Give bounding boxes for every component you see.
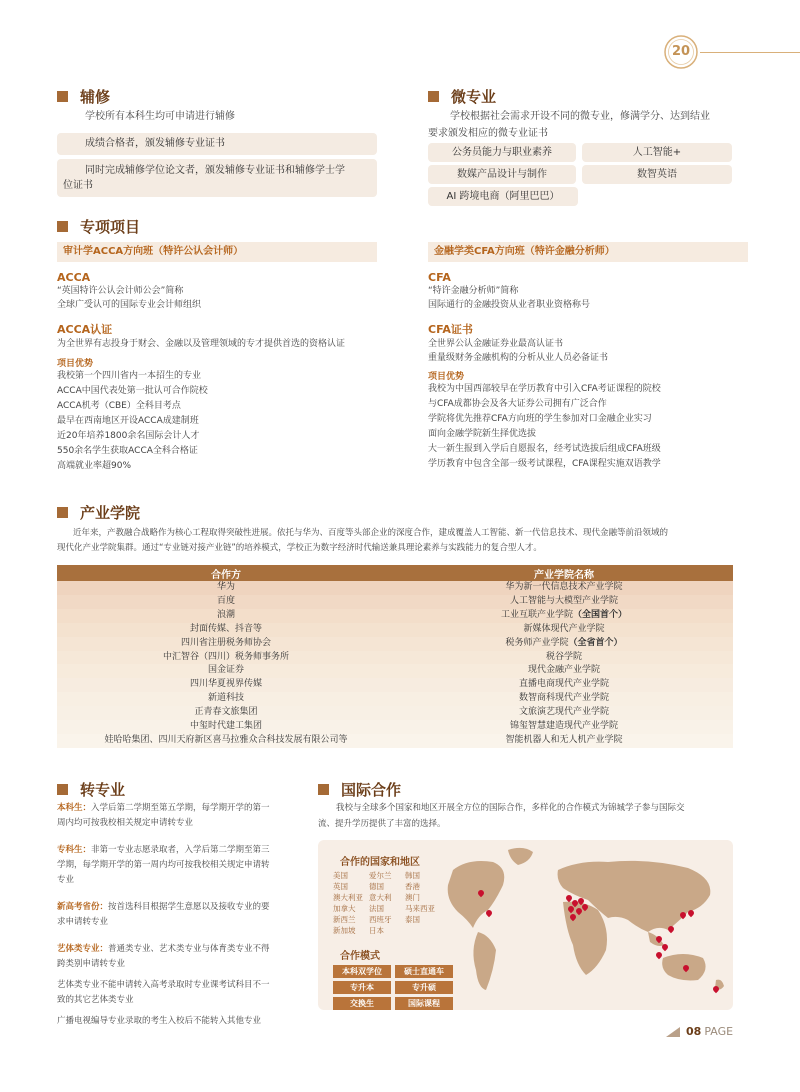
transfer-section-title: 转专业 bbox=[57, 779, 125, 800]
section-square-icon bbox=[57, 784, 68, 795]
anniversary-number: 20 bbox=[671, 44, 691, 59]
college-cell: 数智商科现代产业学院 bbox=[518, 693, 609, 704]
modes-grid bbox=[333, 965, 453, 1010]
country-label: 韩国 bbox=[405, 871, 420, 880]
mode-pill: 国际课程 bbox=[395, 997, 453, 1010]
country-label: 英国 bbox=[333, 882, 348, 891]
table-row bbox=[57, 637, 733, 651]
intl-intro: 我校与全球多个国家和地区开展全方位的国际合作，多样化的合作模式为锦城学子参与国际交 流、提升学历提供了丰富的选择。 bbox=[318, 803, 685, 829]
col-college: 产业学院名称 bbox=[395, 565, 733, 581]
partner-cell: 国金证券 bbox=[207, 665, 244, 676]
college-cell: 华为新一代信息技术产业学院 bbox=[505, 582, 623, 592]
section-square-icon bbox=[318, 784, 329, 795]
mode-pill: 本科双学位 bbox=[333, 965, 391, 978]
section-square-icon bbox=[428, 91, 439, 102]
table-row bbox=[57, 678, 733, 692]
country-label: 美国 bbox=[333, 871, 348, 880]
section-square-icon bbox=[57, 91, 68, 102]
table-row bbox=[57, 651, 733, 665]
micro-item-2: 人工智能+ bbox=[582, 143, 732, 162]
industry-table bbox=[57, 565, 733, 748]
country-label bbox=[405, 925, 441, 936]
page-number: 08 bbox=[686, 1025, 702, 1038]
cfa-cert-heading: CFA证书 bbox=[428, 323, 473, 336]
micro-item-1: 公务员能力与职业素养 bbox=[428, 143, 576, 162]
page-word: PAGE bbox=[704, 1025, 734, 1038]
country-label: 西班牙 bbox=[369, 915, 392, 924]
partner-cell: 浪潮 bbox=[216, 609, 235, 620]
partner-cell: 四川省注册税务师协会 bbox=[180, 637, 271, 648]
cfa-bar: 金融学类CFA方向班（特许金融分析师） bbox=[428, 242, 748, 262]
country-label: 新西兰 bbox=[333, 915, 356, 924]
college-cell: 直播电商现代产业学院 bbox=[518, 679, 609, 690]
partner-cell: 四川华夏视界传媒 bbox=[189, 679, 262, 690]
partner-cell: 百度 bbox=[216, 595, 235, 606]
acca-adv-heading: 项目优势 bbox=[57, 359, 94, 369]
college-cell: 现代金融产业学院 bbox=[527, 665, 600, 676]
table-row bbox=[57, 706, 733, 720]
mode-pill: 专升本 bbox=[333, 981, 391, 994]
college-cell: 税谷学院 bbox=[545, 651, 582, 662]
acca-bar: 审计学ACCA方向班（特许公认会计师） bbox=[57, 242, 377, 262]
table-row bbox=[57, 623, 733, 637]
country-label: 澳门 bbox=[405, 893, 420, 902]
country-label: 爱尔兰 bbox=[369, 871, 392, 880]
micro-item-4: 数智英语 bbox=[582, 165, 732, 184]
college-cell: 工业互联产业学院（全国首个） bbox=[500, 609, 628, 620]
col-partner: 合作方 bbox=[57, 565, 395, 581]
page-arrow-icon bbox=[666, 1027, 680, 1037]
college-cell: 税务师产业学院（全省首个） bbox=[505, 637, 623, 648]
partner-cell: 娃哈哈集团、四川天府新区喜马拉雅众合科技发展有限公司等 bbox=[104, 734, 348, 745]
countries-title: 合作的国家和地区 bbox=[340, 857, 420, 868]
acca-heading: ACCA bbox=[57, 271, 91, 284]
country-label: 香港 bbox=[405, 882, 420, 891]
country-label: 意大利 bbox=[369, 893, 392, 902]
section-square-icon bbox=[57, 507, 68, 518]
cfa-adv-heading: 项目优势 bbox=[428, 372, 465, 382]
table-row bbox=[57, 581, 733, 595]
country-label: 泰国 bbox=[405, 915, 420, 924]
cfa-heading: CFA bbox=[428, 271, 451, 284]
partner-cell: 新道科技 bbox=[207, 693, 244, 704]
table-row bbox=[57, 720, 733, 734]
countries-grid bbox=[333, 870, 443, 936]
table-row bbox=[57, 664, 733, 678]
partner-cell: 华为 bbox=[216, 582, 235, 592]
micro-item-3: 数媒产品设计与制作 bbox=[428, 165, 576, 184]
table-row bbox=[57, 692, 733, 706]
anniversary-badge bbox=[663, 34, 699, 70]
country-label: 澳大利亚 bbox=[333, 893, 363, 902]
industry-section-title: 产业学院 bbox=[57, 502, 140, 523]
special-section-title: 专项项目 bbox=[57, 216, 140, 237]
top-rule bbox=[700, 52, 800, 53]
cfa-column: CFA “特许金融分析师”简称 国际通行的金融投资从业者职业资格称号 CFA证书 全世界公认金融证券业最高认证书 重量级财务金融机构的分析从业人员必备证书 项目优势 我校为中国西部较早在学历教育中引入CFA考证课程的院校 与CFA成都协会及各大证券公司拥有广泛合作 学院将优先推荐CFA方向班的学生参加对口金融企业实习 面向金融学院新生择优选拔 大一新生报到入学后自愿报名，经考试选拔后组成CFA班级 学历教育中包含全部一级考试课程，CFA课程实施双语教学 bbox=[428, 271, 758, 472]
country-label: 马来西亚 bbox=[405, 904, 435, 913]
intl-map-panel bbox=[318, 840, 733, 1010]
section-square-icon bbox=[57, 221, 68, 232]
college-cell: 锦玺智慧建造现代产业学院 bbox=[509, 721, 618, 732]
country-label: 新加坡 bbox=[333, 926, 356, 935]
country-label: 日本 bbox=[369, 926, 384, 935]
country-label: 德国 bbox=[369, 882, 384, 891]
partner-cell: 封面传媒、抖音等 bbox=[189, 623, 262, 634]
mode-pill: 交换生 bbox=[333, 997, 391, 1010]
college-cell: 智能机器人和无人机产业学院 bbox=[505, 734, 623, 745]
partner-cell: 正青春文旅集团 bbox=[194, 707, 258, 718]
minor-section-title: 辅修 bbox=[57, 86, 110, 107]
college-cell: 新媒体现代产业学院 bbox=[523, 623, 605, 634]
acca-cert-heading: ACCA认证 bbox=[57, 323, 113, 336]
minor-intro: 学校所有本科生均可申请进行辅修 bbox=[85, 111, 235, 122]
modes-title: 合作模式 bbox=[340, 951, 380, 962]
intl-section-title: 国际合作 bbox=[318, 779, 401, 800]
page-footer bbox=[666, 1025, 733, 1038]
minor-box-1: 成绩合格者，颁发辅修专业证书 bbox=[57, 133, 377, 155]
country-label: 法国 bbox=[369, 904, 384, 913]
mode-pill: 硕士直通车 bbox=[395, 965, 453, 978]
industry-intro: 近年来，产教融合战略作为核心工程取得突破性进展。依托与华为、百度等头部企业的深度合作，建成覆盖人工智能、新一代信息技术、现代金融等前沿领域的 现代化产业学院集群。通过“专业链对接产业链”的培养模式，学校正为数字经济时代输送兼具理论素养与实践能力的复合型人才。 bbox=[57, 528, 669, 553]
mode-pill: 专升硕 bbox=[395, 981, 453, 994]
country-label: 加拿大 bbox=[333, 904, 356, 913]
college-cell: 文旅演艺现代产业学院 bbox=[518, 707, 609, 718]
micro-section-title: 微专业 bbox=[428, 86, 496, 107]
partner-cell: 中汇智谷（四川）税务师事务所 bbox=[162, 651, 289, 662]
partner-cell: 中玺时代建工集团 bbox=[189, 721, 262, 732]
table-row bbox=[57, 609, 733, 623]
acca-column: ACCA “英国特许公认会计师公会”简称 全球广受认可的国际专业会计师组织 ACCA认证 为全世界有志投身于财会、金融以及管理领域的专才提供首选的资格认证 项目优势 我校第一个四川省内一本招生的专业 ACCA中国代表处第一批认可合作院校 ACCA机考（CBE）全科目考点 最早在西南地区开设ACCA成建制班 近20年培养1800余名国际会计人才 550余名学生获取ACCA全科合格证 高端就业率超90% bbox=[57, 271, 387, 474]
college-cell: 人工智能与大模型产业学院 bbox=[509, 595, 618, 606]
transfer-body: 本科生：入学后第二学期至第五学期，每学期开学的第一 周内均可按我校相关规定申请转专业 专科生：非第一专业志愿录取者，入学后第二学期至第三 学期，每学期开学的第一周内均可按我校相关规定申请转 专业 新高考省份：按首选科目根据学生意愿以及接收专业的要 求申请转专业 艺体类专业：普通类专业、艺术类专业与体育类专业不得 跨类别申请转专业 艺体类专业不能申请转入高考录取时专业课考试科目不一 致的其它艺体类专业 广播电视编导专业录取的考生入校后不能转入其他专业 bbox=[57, 803, 270, 1026]
table-row bbox=[57, 595, 733, 609]
micro-intro: 学校根据社会需求开设不同的微专业，修满学分、达到结业 要求颁发相应的微专业证书 bbox=[428, 111, 710, 139]
minor-box-2: 同时完成辅修学位论文者，颁发辅修专业证书和辅修学士学 位证书 bbox=[57, 159, 377, 197]
micro-item-5: AI 跨境电商（阿里巴巴） bbox=[428, 187, 578, 206]
table-row bbox=[57, 734, 733, 748]
